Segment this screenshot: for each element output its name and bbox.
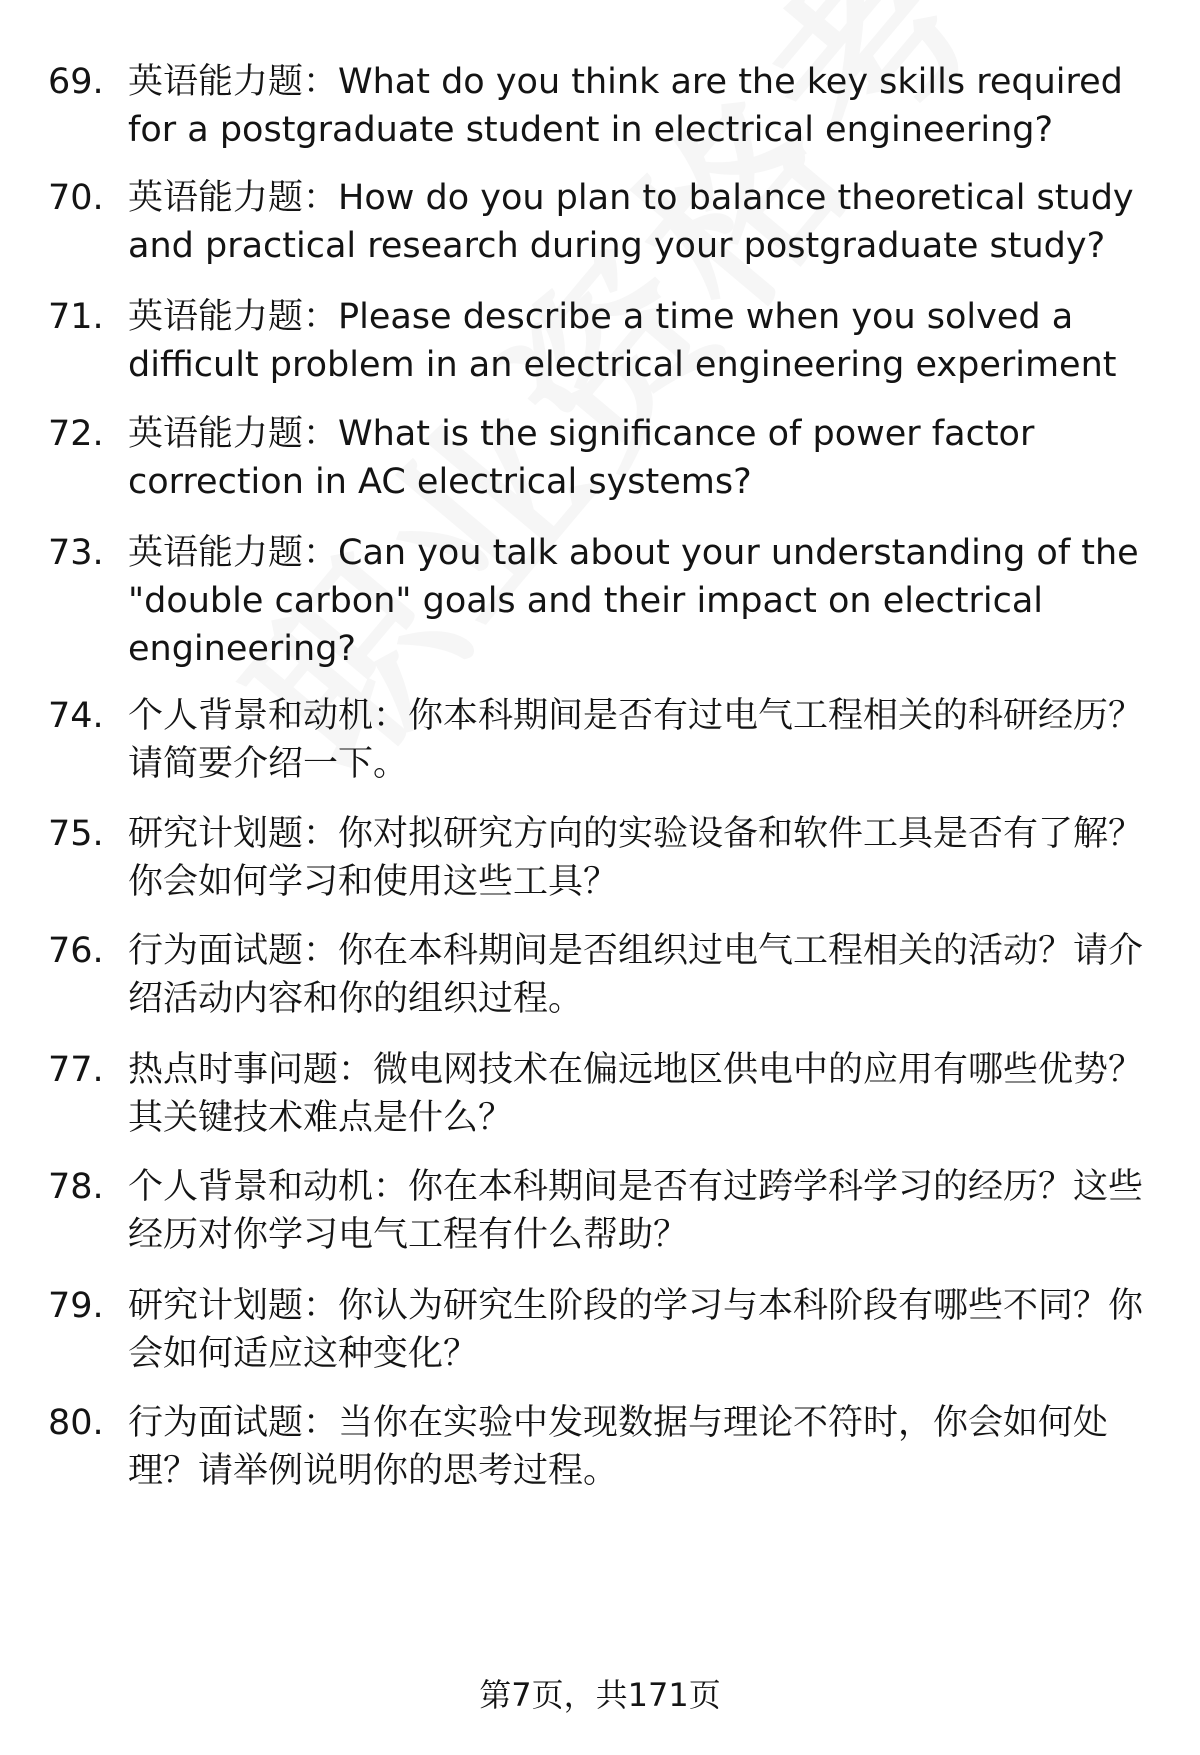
question-number: 70. — [48, 178, 104, 218]
question-item — [48, 174, 1148, 270]
question-text: 研究计划题：你认为研究生阶段的学习与本科阶段有哪些不同？你会如何适应这种变化？ — [128, 1286, 1144, 1374]
question-item — [48, 293, 1148, 389]
question-number: 76. — [48, 931, 104, 971]
question-text: 英语能力题：Please describe a time when you solved a difficult problem in an electrical engineering experiment — [128, 297, 1117, 385]
question-item — [48, 810, 1148, 906]
question-item — [48, 1046, 1148, 1142]
page-footer: 第7页，共171页 — [479, 1676, 721, 1714]
question-text: 热点时事问题：微电网技术在偏远地区供电中的应用有哪些优势？其关键技术难点是什么？ — [128, 1050, 1144, 1138]
question-number: 74. — [48, 696, 104, 736]
question-item — [48, 58, 1148, 154]
question-text: 行为面试题：当你在实验中发现数据与理论不符时，你会如何处理？请举例说明你的思考过程。 — [128, 1403, 1109, 1491]
question-text: 行为面试题：你在本科期间是否组织过电气工程相关的活动？请介绍活动内容和你的组织过程。 — [128, 931, 1144, 1019]
question-item — [48, 1282, 1148, 1378]
question-number: 73. — [48, 533, 104, 573]
question-number: 77. — [48, 1050, 104, 1090]
question-number: 69. — [48, 62, 104, 102]
question-text: 个人背景和动机：你本科期间是否有过电气工程相关的科研经历？请简要介绍一下。 — [128, 696, 1144, 784]
question-text: 英语能力题：Can you talk about your understanding of the "double carbon" goals and their impact on electrical engineering? — [128, 533, 1139, 669]
question-number: 71. — [48, 297, 104, 337]
question-number: 75. — [48, 814, 104, 854]
question-item — [48, 410, 1148, 506]
question-number: 78. — [48, 1167, 104, 1207]
question-item — [48, 692, 1148, 788]
question-item — [48, 1399, 1148, 1495]
question-item — [48, 529, 1148, 673]
question-item — [48, 1163, 1148, 1259]
question-text: 英语能力题：What do you think are the key skills required for a postgraduate student in electrical engineering? — [128, 62, 1123, 150]
question-item — [48, 927, 1148, 1023]
question-number: 79. — [48, 1286, 104, 1326]
question-text: 英语能力题：How do you plan to balance theoretical study and practical research during your postgraduate study? — [128, 178, 1134, 266]
question-text: 个人背景和动机：你在本科期间是否有过跨学科学习的经历？这些经历对你学习电气工程有什么帮助？ — [128, 1167, 1144, 1255]
question-number: 72. — [48, 414, 104, 454]
question-text: 英语能力题：What is the significance of power factor correction in AC electrical systems? — [128, 414, 1035, 502]
question-text: 研究计划题：你对拟研究方向的实验设备和软件工具是否有了解？你会如何学习和使用这些工具？ — [128, 814, 1144, 902]
question-number: 80. — [48, 1403, 104, 1443]
